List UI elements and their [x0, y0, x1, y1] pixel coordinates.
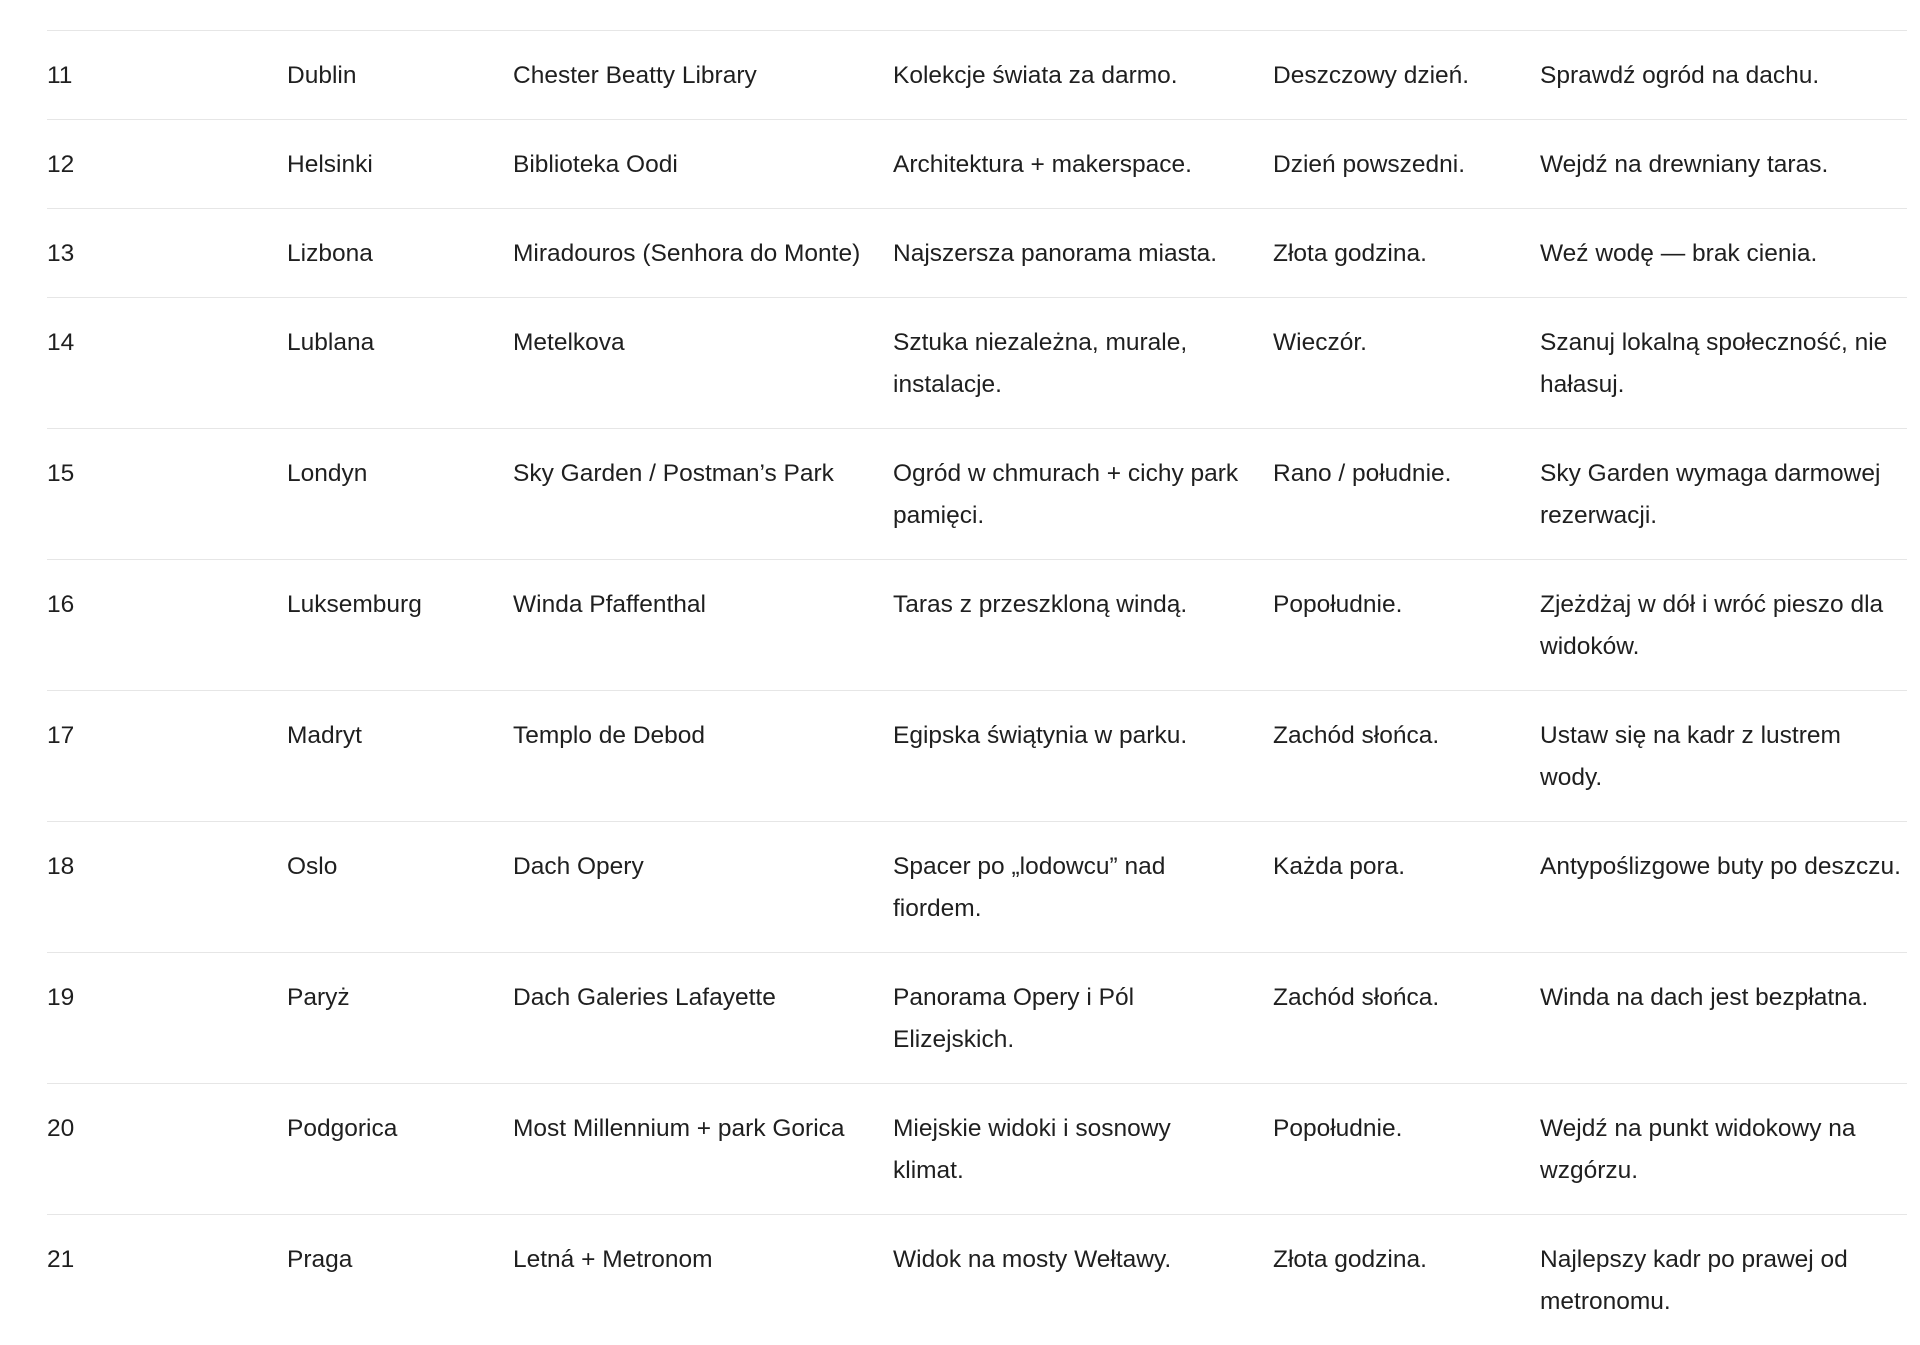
cell-place: Letná + Metronom — [513, 1245, 713, 1273]
cell-num: 11 — [47, 30, 287, 119]
cell-city: Lizbona — [287, 208, 513, 297]
cell-place: Most Millennium + park Gorica — [513, 1083, 893, 1214]
cell-tip: Sky Garden wymaga darmowej rezerwacji. — [1540, 428, 1907, 559]
cell-when: Popołudnie. — [1273, 1083, 1540, 1214]
cell-city: Praga — [287, 1245, 353, 1273]
places-table — [47, 0, 1907, 1345]
cell-place — [513, 0, 893, 30]
cell-place: Templo de Debod — [513, 690, 893, 821]
cell-why — [893, 0, 1273, 30]
cell-num: 12 — [47, 119, 287, 208]
table-body — [47, 0, 1907, 1345]
cell-why: Architektura + makerspace. — [893, 119, 1273, 208]
cell-num: 18 — [47, 821, 287, 952]
cell-place: Sky Garden / Postman’s Park — [513, 428, 893, 559]
table-row — [47, 1214, 1907, 1345]
cell-when: Popołudnie. — [1273, 559, 1540, 690]
cell-place: Dach Opery — [513, 821, 893, 952]
cell-city: Paryż — [287, 952, 513, 1083]
cell-when: Każda pora. — [1273, 821, 1540, 952]
cell-when: Zachód słońca. — [1273, 952, 1540, 1083]
cell-place: Chester Beatty Library — [513, 30, 893, 119]
cell-tip: Winda na dach jest bezpłatna. — [1540, 952, 1907, 1083]
cell-place: Winda Pfaffenthal — [513, 559, 893, 690]
table-row — [47, 30, 1907, 119]
cell-place: Biblioteka Oodi — [513, 119, 893, 208]
cell-tip: Zjeżdżaj w dół i wróć pieszo dla widoków. — [1540, 559, 1907, 690]
cell-city: Luksemburg — [287, 559, 513, 690]
cell-city: Lublana — [287, 297, 513, 428]
table-row — [47, 119, 1907, 208]
cell-tip: Ustaw się na kadr z lustrem wody. — [1540, 690, 1907, 821]
table-row — [47, 208, 1907, 297]
cell-tip: Wejdź na drewniany taras. — [1540, 119, 1907, 208]
cell-num: 15 — [47, 428, 287, 559]
table-row — [47, 690, 1907, 821]
cell-why: Najszersza panorama miasta. — [893, 208, 1273, 297]
cell-why: Kolekcje świata za darmo. — [893, 30, 1273, 119]
cell-place: Metelkova — [513, 297, 893, 428]
table-row — [47, 559, 1907, 690]
cell-when: Wieczór. — [1273, 297, 1540, 428]
table-row — [47, 1083, 1907, 1214]
cell-tip — [1540, 0, 1907, 30]
cell-num: 20 — [47, 1083, 287, 1214]
table-row — [47, 952, 1907, 1083]
cell-num: 21 — [47, 1245, 75, 1273]
cell-num: 17 — [47, 690, 287, 821]
cell-num: 16 — [47, 559, 287, 690]
cell-why: Spacer po „lodowcu” nad fiordem. — [893, 821, 1273, 952]
cell-tip: Weź wodę — brak cienia. — [1540, 208, 1907, 297]
cell-why: Miejskie widoki i sosnowy klimat. — [893, 1083, 1273, 1214]
cell-num: 14 — [47, 297, 287, 428]
cell-why: Sztuka niezależna, murale, instalacje. — [893, 297, 1273, 428]
cell-when: Rano / południe. — [1273, 428, 1540, 559]
table-container — [47, 0, 1907, 1345]
cell-city: Londyn — [287, 428, 513, 559]
cell-tip: Szanuj lokalną społeczność, nie hałasuj. — [1540, 297, 1907, 428]
cell-city: Helsinki — [287, 119, 513, 208]
cell-place: Miradouros (Senhora do Monte) — [513, 208, 893, 297]
table-row-partial — [47, 0, 1907, 30]
table-row — [47, 297, 1907, 428]
cell-when: Złota godzina. — [1273, 208, 1540, 297]
cell-when: Dzień powszedni. — [1273, 119, 1540, 208]
cell-why: Widok na mosty Wełtawy. — [893, 1245, 1172, 1273]
cell-why: Ogród w chmurach + cichy park pamięci. — [893, 428, 1273, 559]
cell-tip: Antypoślizgowe buty po deszczu. — [1540, 821, 1907, 952]
cell-city: Madryt — [287, 690, 513, 821]
cell-why: Panorama Opery i Pól Elizejskich. — [893, 952, 1273, 1083]
cell-why: Taras z przeszkloną windą. — [893, 559, 1273, 690]
cell-when — [1273, 0, 1540, 30]
cell-city — [287, 0, 513, 30]
table-row — [47, 821, 1907, 952]
cell-tip: Wejdź na punkt widokowy na wzgórzu. — [1540, 1083, 1907, 1214]
cell-why: Egipska świątynia w parku. — [893, 690, 1273, 821]
cell-city: Dublin — [287, 30, 513, 119]
table-row — [47, 428, 1907, 559]
cell-tip: Sprawdź ogród na dachu. — [1540, 30, 1907, 119]
cell-city: Oslo — [287, 821, 513, 952]
cell-when: Złota godzina. — [1273, 1245, 1427, 1273]
cell-place: Dach Galeries Lafayette — [513, 952, 893, 1083]
cell-city: Podgorica — [287, 1083, 513, 1214]
cell-when: Zachód słońca. — [1273, 690, 1540, 821]
cell-num — [47, 0, 287, 30]
cell-num: 19 — [47, 952, 287, 1083]
cell-when: Deszczowy dzień. — [1273, 30, 1540, 119]
cell-num: 13 — [47, 208, 287, 297]
cell-tip: Najlepszy kadr po prawej od metronomu. — [1540, 1245, 1848, 1315]
